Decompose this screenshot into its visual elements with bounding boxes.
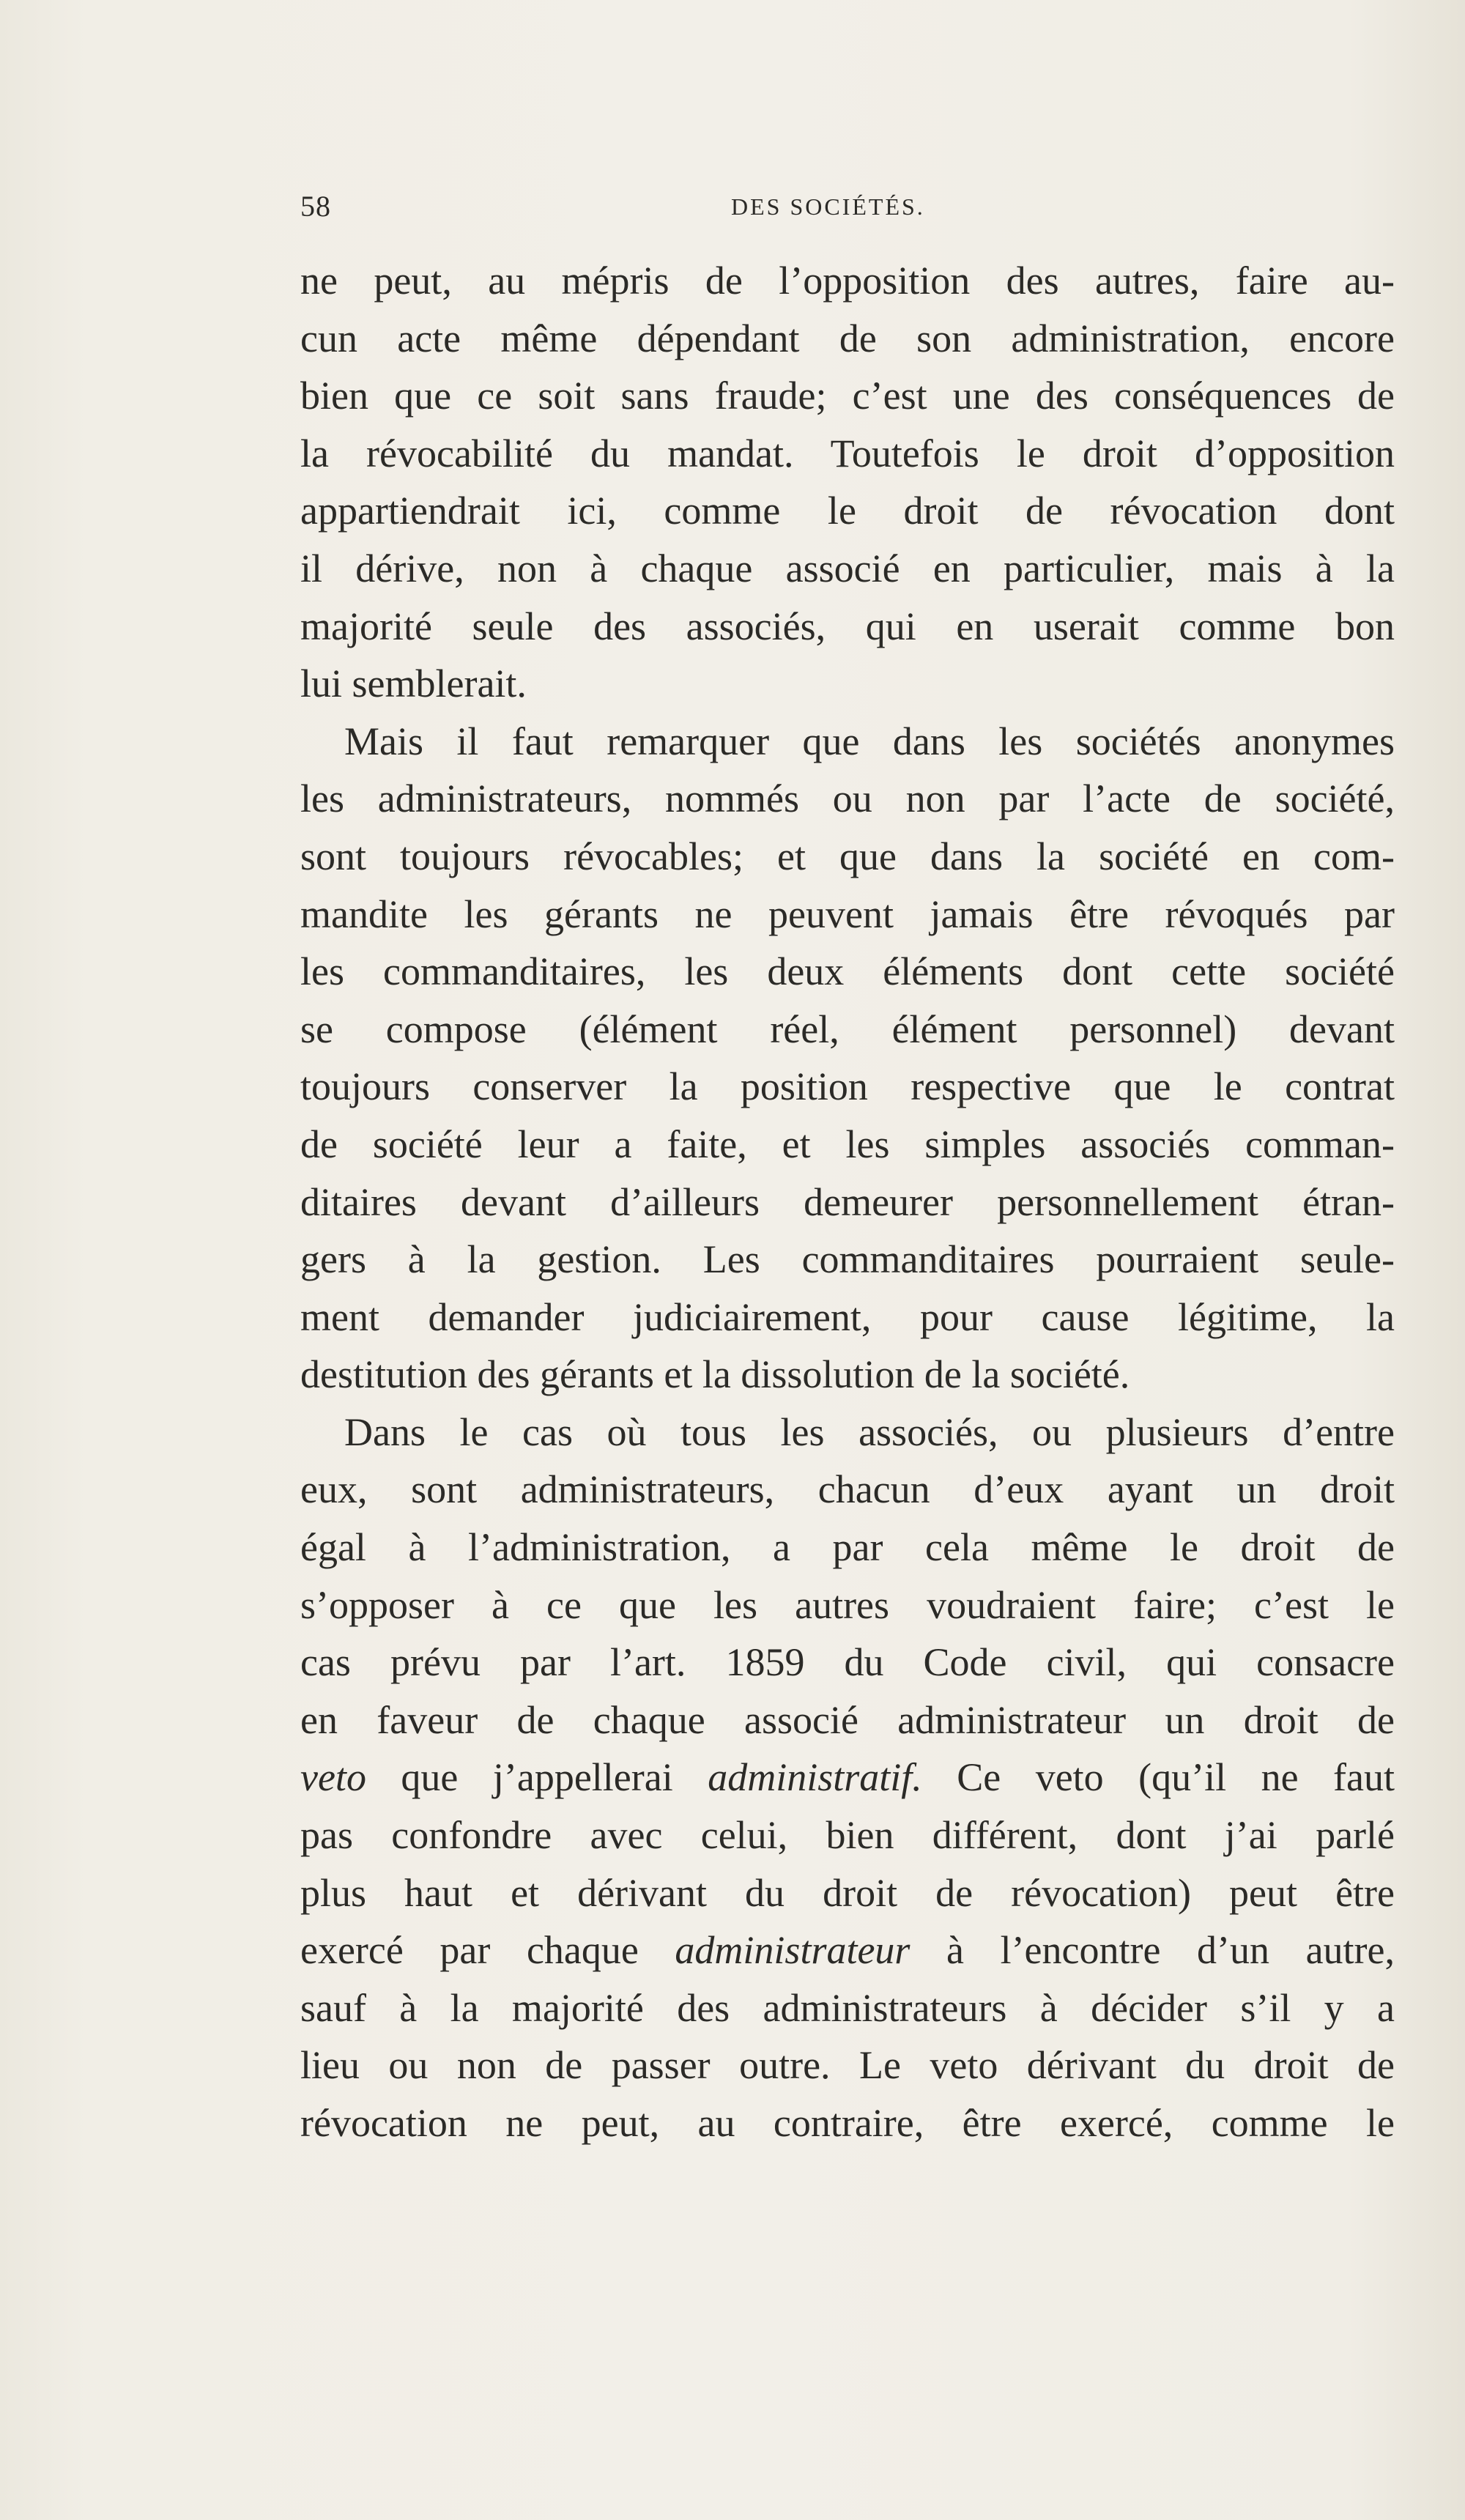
text-line: eux, sont administrateurs, chacun d’eux ayant un droit <box>300 1467 1395 1512</box>
text-line-with-italics <box>300 1922 1395 1979</box>
page-number: 58 <box>300 190 331 223</box>
italic-term: veto <box>300 1755 366 1800</box>
text-line: mandite les gérants ne peuvent jamais être révoqués par <box>300 892 1395 936</box>
paragraph-end-line: destitution des gérants et la dissolution de la société. <box>300 1352 1130 1397</box>
text-segment: à l’encontre d’un autre, <box>910 1928 1395 1973</box>
text-line: se compose (élément réel, élément personnel) devant <box>300 1007 1395 1051</box>
text-line: appartiendrait ici, comme le droit de révocation dont <box>300 489 1395 533</box>
paragraph-start-line: Dans le cas où tous les associés, ou plusieurs d’entre <box>344 1409 1395 1454</box>
italic-term: administrateur <box>675 1928 910 1973</box>
text-line: sauf à la majorité des administrateurs à décider s’il y a <box>300 1985 1395 2030</box>
text-line: majorité seule des associés, qui en userait comme bon <box>300 604 1395 648</box>
text-line: les administrateurs, nommés ou non par l’acte de société, <box>300 777 1395 821</box>
page-header <box>300 189 1399 233</box>
text-line: en faveur de chaque associé administrateur un droit de <box>300 1697 1395 1742</box>
text-line: ditaires devant d’ailleurs demeurer personnellement étran- <box>300 1179 1395 1224</box>
text-line: ment demander judiciairement, pour cause légitime, la <box>300 1294 1395 1339</box>
text-line: lieu ou non de passer outre. Le veto dérivant du droit de <box>300 2043 1395 2088</box>
text-line: il dérive, non à chaque associé en particulier, mais à la <box>300 546 1395 590</box>
italic-term: administratif. <box>708 1755 922 1800</box>
text-line: gers à la gestion. Les commanditaires pourraient seule- <box>300 1237 1395 1282</box>
text-segment: que j’appellerai <box>366 1755 708 1800</box>
text-line: révocation ne peut, au contraire, être exercé, comme le <box>300 2101 1395 2145</box>
text-line: égal à l’administration, a par cela même le droit de <box>300 1525 1395 1570</box>
text-line: cun acte même dépendant de son administration, encore <box>300 316 1395 360</box>
text-line-with-italics <box>300 1749 1395 1806</box>
text-line: la révocabilité du mandat. Toutefois le droit d’opposition <box>300 431 1395 475</box>
text-line: cas prévu par l’art. 1859 du Code civil, qui consacre <box>300 1640 1395 1685</box>
paragraph-end-line: lui semblerait. <box>300 662 527 706</box>
text-line: toujours conserver la position respective que le contrat <box>300 1064 1395 1109</box>
text-line: s’opposer à ce que les autres voudraient faire; c’est le <box>300 1582 1395 1627</box>
text-segment: exercé par chaque <box>300 1928 675 1973</box>
text-line: les commanditaires, les deux éléments dont cette société <box>300 949 1395 994</box>
body-text <box>300 252 1395 2152</box>
text-line: pas confondre avec celui, bien différent, dont j’ai parlé <box>300 1813 1395 1858</box>
running-title: DES SOCIÉTÉS. <box>731 193 925 220</box>
paragraph-start-line: Mais il faut remarquer que dans les sociétés anonymes <box>344 719 1395 763</box>
text-segment: Ce veto (qu’il ne faut <box>921 1755 1395 1800</box>
text-line: de société leur a faite, et les simples associés comman- <box>300 1122 1395 1166</box>
text-line: sont toujours révocables; et que dans la société en com- <box>300 834 1395 878</box>
text-line: ne peut, au mépris de l’opposition des autres, faire au- <box>300 259 1395 303</box>
text-line: plus haut et dérivant du droit de révocation) peut être <box>300 1870 1395 1915</box>
text-line: bien que ce soit sans fraude; c’est une des conséquences de <box>300 374 1395 418</box>
